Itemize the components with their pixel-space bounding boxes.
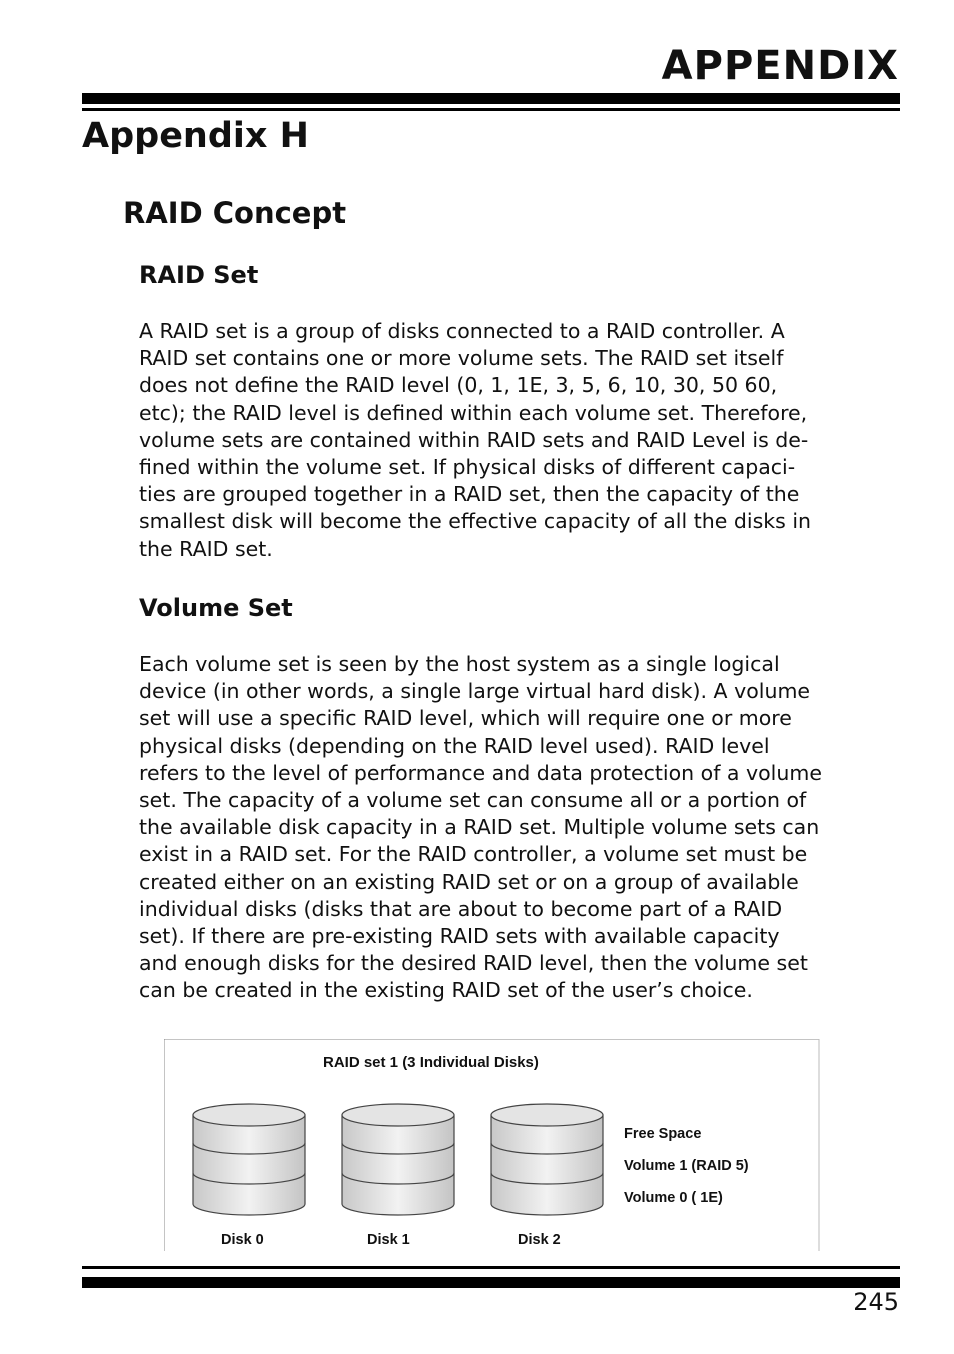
paragraph-raid-set: A RAID set is a group of disks connected to a RAID controller. A RAID set contains one or more volume sets. The RAID set itself does not define the RAID level (0, 1, 1E, 3, 5, 6, 10, 30, 50 60, etc); the RAID level is defined within each volume set. Therefore, volume sets are contained within RAID sets and RAID Level is de- fined within the volume set. If physical disks of different capaci- ties are grouped together in a RAID set, then the capacity of the smallest disk will become the effective capacity of all the disks in the RAID set. [139,319,812,561]
subsection-heading-raid-set: RAID Set [139,261,259,289]
disk-1-icon [342,1104,454,1215]
appendix-title: Appendix H [82,116,309,156]
footer-rule-thin [82,1266,900,1269]
disk-0-label: Disk 0 [221,1232,264,1248]
subsection-heading-volume-set: Volume Set [139,594,293,622]
header-section-title: APPENDIX [661,43,899,89]
figure-title: RAID set 1 (3 Individual Disks) [323,1054,539,1071]
legend-volume-1: Volume 1 (RAID 5) [624,1158,749,1174]
paragraph-volume-set: Each volume set is seen by the host system as a single logical device (in other words, a single large virtual hard disk). A volume set will use a specific RAID level, which will require one or more physical disks (depending on the RAID level used). RAID level refers to the level of performance and data protection of a volume set. The capacity of a volume set can consume all or a portion of the available disk capacity in a RAID set. Multiple volume sets can exist in a RAID set. For the RAID controller, a volume set must be created either on an existing RAID set or on a group of available individual disks (disks that are about to become part of a RAID set). If there are pre-existing RAID sets with available capacity and enough disks for the desired RAID level, then the volume set can be created in the existing RAID set of the user’s choice. [139,652,822,1003]
disk-2-label: Disk 2 [518,1232,561,1248]
legend-volume-0: Volume 0 ( 1E) [624,1190,723,1206]
disk-1-label: Disk 1 [367,1232,410,1248]
disk-0-icon [193,1104,305,1215]
header-rule-thick [82,93,900,104]
section-title: RAID Concept [123,196,347,230]
disk-2-icon [491,1104,603,1215]
page-number: 245 [853,1288,899,1316]
raid-set-diagram [164,1039,820,1251]
header-rule-thin [82,108,900,111]
legend-free-space: Free Space [624,1126,702,1142]
footer-rule-thick [82,1277,900,1288]
